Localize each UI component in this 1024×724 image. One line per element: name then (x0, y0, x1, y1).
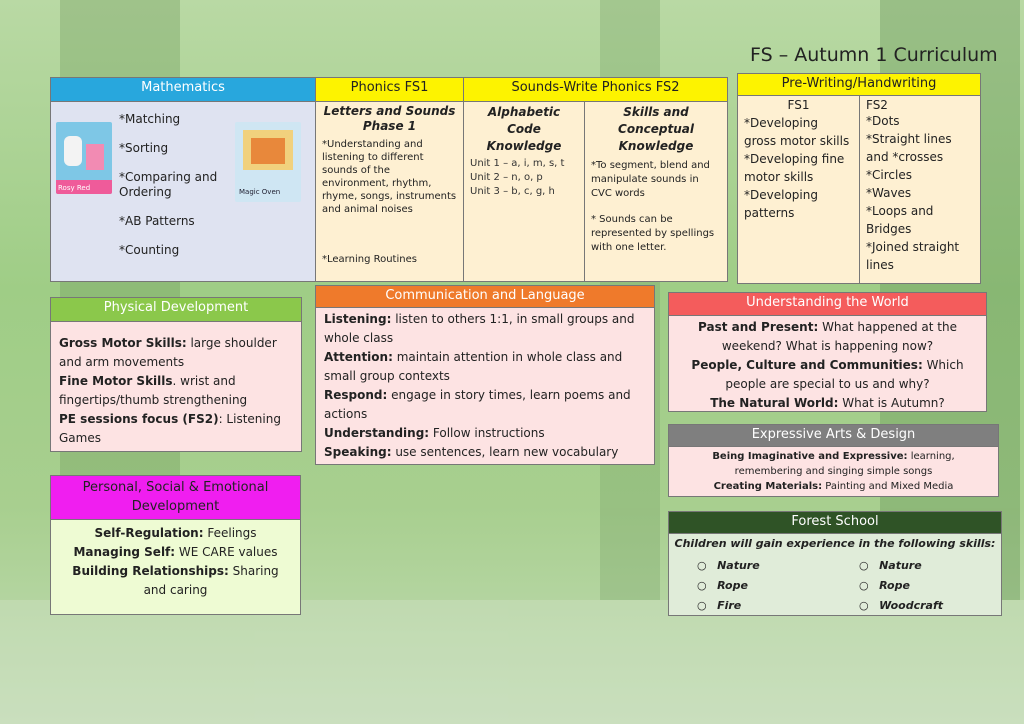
list-item: ○ Nature (859, 559, 922, 572)
forest-header: Forest School (669, 512, 1001, 534)
book-title: Rosy Red (58, 184, 91, 192)
arts-body (669, 447, 998, 496)
list-item: *Waves (866, 186, 912, 200)
list-item: *Developing fine motor skills (744, 152, 845, 184)
list-item: *Straight lines and *crosses (866, 132, 952, 164)
phonics-fs2-panel (463, 77, 728, 282)
unit-list (464, 157, 584, 199)
book-cover-magic-oven (235, 122, 301, 202)
list-item: Attention: maintain attention in whole class and small group contexts (324, 350, 623, 383)
list-item: ○ Nature (697, 559, 760, 572)
list-item: *Circles (866, 168, 912, 182)
mathematics-panel (50, 77, 316, 282)
list-item: *Developing patterns (744, 188, 818, 220)
phonics-fs2-col1 (464, 102, 585, 281)
list-item: ○ Rope (859, 579, 910, 592)
list-item: Past and Present: What happened at the weekend? What is happening now? (698, 320, 957, 353)
prewriting-fs1 (738, 96, 860, 283)
arts-header: Expressive Arts & Design (669, 425, 998, 447)
prewriting-header: Pre-Writing/Handwriting (738, 74, 980, 96)
pse-body (51, 520, 300, 604)
list-item: *Dots (866, 114, 900, 128)
list-item: *AB Patterns (119, 214, 195, 228)
page-title: FS – Autumn 1 Curriculum (750, 44, 998, 66)
forest-panel (668, 511, 1002, 616)
col1-heading: Alphabetic Code Knowledge (486, 105, 562, 153)
forest-intro: Children will gain experience in the following skills: (674, 537, 996, 550)
communication-body (316, 308, 654, 464)
list-item: Speaking: use sentences, learn new vocabulary (324, 445, 619, 459)
list-item: *Joined straight lines (866, 240, 960, 272)
pe-label: PE sessions focus (FS2) (59, 412, 219, 426)
pe-text: : Listening Games (59, 412, 281, 445)
list-item: The Natural World: What is Autumn? (710, 396, 945, 410)
list-item: Respond: engage in story times, learn poems and actions (324, 388, 631, 421)
forest-col1 (697, 556, 760, 616)
list-item: Creating Materials: Painting and Mixed Media (713, 481, 954, 492)
phonics-fs1-routines: *Learning Routines (322, 254, 417, 265)
phonics-fs1-subhead: Letters and Sounds Phase 1 (323, 104, 456, 133)
col2-note: * Sounds can be represented by spellings with one letter. (591, 214, 715, 253)
list-item: *Counting (119, 243, 180, 257)
list-item: Unit 1 – a, i, m, s, t (470, 158, 565, 169)
phonics-fs2-header: Sounds-Write Phonics FS2 (464, 78, 727, 102)
fs1-label: FS1 (787, 98, 810, 112)
list-item: *Developing gross motor skills (744, 116, 850, 148)
list-item: Self-Regulation: Feelings (94, 526, 257, 540)
fine-label: Fine Motor Skills (59, 374, 173, 388)
book-title: Magic Oven (239, 188, 281, 196)
book-cover-rosy-red (56, 122, 112, 194)
list-item: *Sorting (119, 141, 169, 155)
list-item: ○ Woodcraft (859, 599, 944, 612)
arts-panel (668, 424, 999, 497)
list-item: People, Culture and Communities: Which people are special to us and why? (691, 358, 964, 391)
physical-panel (50, 297, 302, 452)
forest-col2 (859, 556, 943, 616)
phonics-fs2-col2 (585, 102, 727, 281)
phonics-fs1-header: Phonics FS1 (316, 78, 463, 102)
fine-text: . wrist and fingertips/thumb strengthening (59, 374, 248, 407)
physical-body (51, 322, 301, 448)
list-item: Understanding: Follow instructions (324, 426, 545, 440)
list-item: Listening: listen to others 1:1, in small groups and whole class (324, 312, 635, 345)
prewriting-fs2 (860, 96, 980, 283)
communication-header: Communication and Language (316, 286, 654, 308)
pse-header: Personal, Social & Emotional Development (51, 476, 300, 520)
world-panel (668, 292, 987, 412)
list-item: *Loops and Bridges (866, 204, 934, 236)
mathematics-header: Mathematics (51, 78, 315, 102)
prewriting-panel (737, 73, 981, 284)
list-item: Being Imaginative and Expressive: learning, remembering and singing simple songs (712, 451, 955, 477)
list-item: Building Relationships: Sharing and caring (72, 564, 279, 597)
phonics-fs1-panel (315, 77, 464, 282)
physical-header: Physical Development (51, 298, 301, 322)
world-header: Understanding the World (669, 293, 986, 316)
col2-heading: Skills and Conceptual Knowledge (618, 105, 694, 153)
gross-label: Gross Motor Skills: (59, 336, 187, 350)
fs2-list (860, 112, 980, 274)
pse-panel (50, 475, 301, 615)
list-item: Unit 2 – n, o, p (470, 172, 543, 183)
list-item: Unit 3 – b, c, g, h (470, 186, 555, 197)
communication-panel (315, 285, 655, 465)
fs1-list (738, 112, 859, 224)
list-item: *Matching (119, 112, 181, 126)
fs2-label: FS2 (866, 98, 888, 112)
math-list (119, 112, 231, 258)
list-item: *Comparing and Ordering (119, 170, 218, 199)
gross-text: large shoulder and arm movements (59, 336, 277, 369)
phonics-fs1-body: *Understanding and listening to different sounds of the environment, rhythm, rhyme, songs, instruments and animal noises (322, 139, 457, 215)
list-item: ○ Fire (697, 599, 742, 612)
world-body (669, 316, 986, 415)
list-item: ○ Rope (697, 579, 748, 592)
list-item: Managing Self: WE CARE values (73, 545, 278, 559)
col2-body: *To segment, blend and manipulate sounds in CVC words (591, 160, 710, 199)
